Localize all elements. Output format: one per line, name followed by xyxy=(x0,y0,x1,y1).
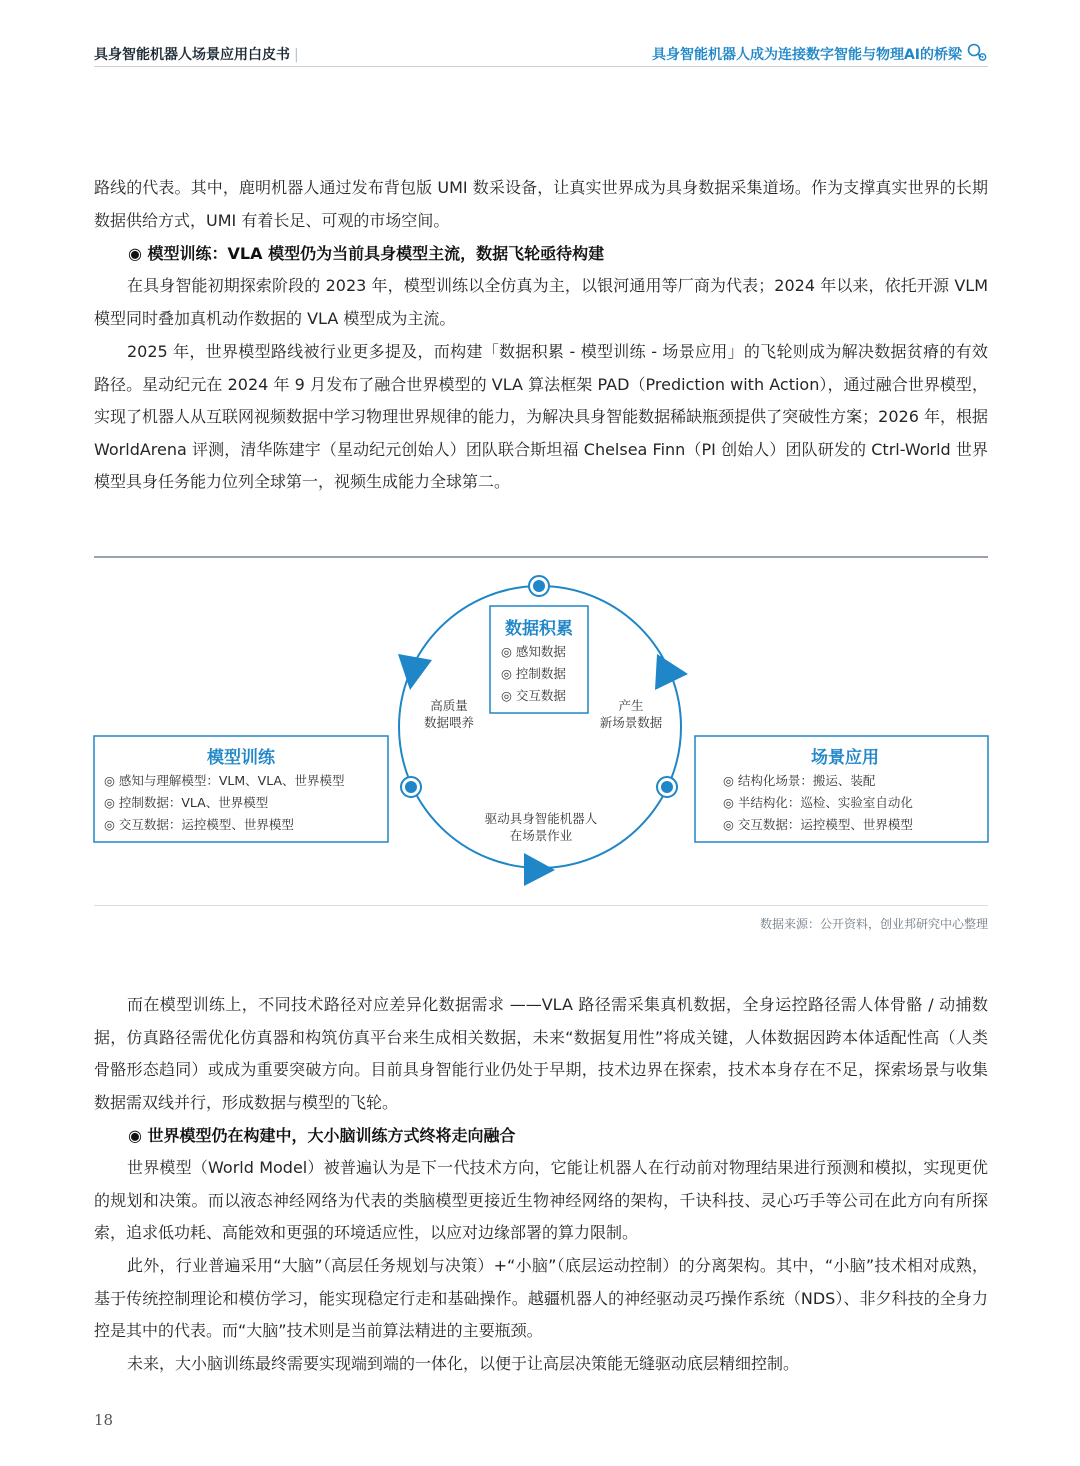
box-scenario-application-title: 场景应用 xyxy=(811,748,879,768)
flow-label-bottom: 驱动具身智能机器人 xyxy=(484,811,598,826)
box-item: ◎ 感知与理解模型：VLM、VLA、世界模型 xyxy=(104,773,345,788)
box-item: ◎ 控制数据 xyxy=(501,666,566,681)
flow-label-bottom: 在场景作业 xyxy=(509,828,573,843)
paragraph-brain-cerebellum: 此外，行业普遍采用“大脑”（高层任务规划与决策）+“小脑”（底层运动控制）的分离架构。其中，“小脑”技术相对成熟，基于传统控制理论和模仿学习，能实现稳定行走和基础操作。越疆机器人的神经驱动灵巧操作系统（NDS）、非夕科技的全身力控是其中的代表。而“大脑”技术则是当前算法精进的主要瓶颈。 xyxy=(94,1256,988,1341)
flow-label-left: 数据喂养 xyxy=(423,715,475,730)
box-item: ◎ 结构化场景：搬运、装配 xyxy=(723,773,876,788)
paragraph-vla-mainstream: 在具身智能初期探索阶段的 2023 年，模型训练以全仿真为主，以银河通用等厂商为代表；2024 年以来，依托开源 VLM 模型同时叠加真机动作数据的 VLA 模型成为主流。 xyxy=(94,276,988,328)
paragraph-data-demands: 而在模型训练上，不同技术路径对应差异化数据需求 ——VLA 路径需采集真机数据，全身运控路径需人体骨骼 / 动捕数据，仿真路径需优化仿真器和构筑仿真平台来生成相关数据，未来“数据复用性”将成关键，人体数据因跨本体适配性高（人类骨骼形态趋同）或成为重要突破方向。目前具身智能行业仍处于早期，技术边界在探索，技术本身存在不足，探索场景与收集数据需双线并行，形成数据与模型的飞轮。 xyxy=(94,995,988,1112)
paragraph-end-to-end: 未来，大小脑训练最终需要实现端到端的一体化，以便于让高层决策能无缝驱动底层精细控制。 xyxy=(127,1354,800,1373)
box-data-accumulation-title: 数据积累 xyxy=(505,619,573,639)
data-flywheel-diagram xyxy=(0,560,1080,905)
flywheel-node-left xyxy=(401,777,421,797)
arrow-up-left-icon xyxy=(398,654,432,690)
box-item: ◎ 感知数据 xyxy=(501,644,566,659)
box-item: ◎ 控制数据：VLA、世界模型 xyxy=(104,795,269,810)
box-item: ◎ 交互数据 xyxy=(501,688,566,703)
box-item: ◎ 半结构化：巡检、实验室自动化 xyxy=(723,795,913,810)
figure-bottom-rule xyxy=(94,905,988,906)
section-heading-model-training: ◉ 模型训练：VLA 模型仍为当前具身模型主流，数据飞轮亟待构建 xyxy=(128,244,605,263)
flow-label-right: 产生 xyxy=(618,698,644,713)
box-model-training xyxy=(94,736,388,842)
page-header xyxy=(94,44,988,67)
header-right-title: 具身智能机器人成为连接数字智能与物理AI的桥梁 xyxy=(651,47,962,63)
box-item: ◎ 交互数据：运控模型、世界模型 xyxy=(723,817,913,832)
flywheel-node-top xyxy=(529,576,549,596)
figure-top-rule xyxy=(94,556,988,558)
paragraph-world-model: 世界模型（World Model）被普遍认为是下一代技术方向，它能让机器人在行动前对物理结果进行预测和模拟，实现更优的规划和决策。而以液态神经网络为代表的类脑模型更接近生物神经网络的架构，千诀科技、灵心巧手等公司在此方向有所探索，追求低功耗、高能效和更强的环境适应性，以应对边缘部署的算力限制。 xyxy=(94,1158,988,1243)
box-model-training-title: 模型训练 xyxy=(207,748,275,768)
paragraph-umi: 路线的代表。其中，鹿明机器人通过发布背包版 UMI 数采设备，让真实世界成为具身数据采集道场。作为支撑真实世界的长期数据供给方式，UMI 有着长足、可观的市场空间。 xyxy=(94,178,988,230)
gear-search-icon xyxy=(966,42,988,62)
arrow-left-bottom-icon xyxy=(524,853,555,886)
section-heading-world-model: ◉ 世界模型仍在构建中，大小脑训练方式终将走向融合 xyxy=(128,1126,516,1145)
box-data-accumulation xyxy=(490,606,588,713)
arrow-down-right-icon xyxy=(655,654,688,690)
flow-label-right: 新场景数据 xyxy=(599,715,663,730)
flow-label-left: 高质量 xyxy=(430,698,468,713)
flywheel-node-right xyxy=(657,777,677,797)
figure-source-note: 数据来源：公开资料，创业邦研究中心整理 xyxy=(759,917,988,931)
header-left-title: 具身智能机器人场景应用白皮书 | xyxy=(94,47,299,63)
page-number: 18 xyxy=(94,1411,114,1429)
paragraph-world-model-2025: 2025 年，世界模型路线被行业更多提及，而构建「数据积累 - 模型训练 - 场景应用」的飞轮则成为解决数据贫瘠的有效路径。星动纪元在 2024 年 9 月发布了融合世界模型的 VLA 算法框架 PAD（Prediction with Action），通过融合世界模型，实现了机器人从互联网视频数据中学习物理世界规律的能力，为解决具身智能数据稀缺瓶颈提供了突破性方案；2026 年，根据 WorldArena 评测，清华陈建宇（星动纪元创始人）团队联合斯坦福 Chelsea Finn（PI 创始人）团队研发的 Ctrl-World 世界模型具身任务能力位列全球第一，视频生成能力全球第二。 xyxy=(94,342,988,492)
box-item: ◎ 交互数据：运控模型、世界模型 xyxy=(104,817,294,832)
box-scenario-application xyxy=(695,736,988,842)
